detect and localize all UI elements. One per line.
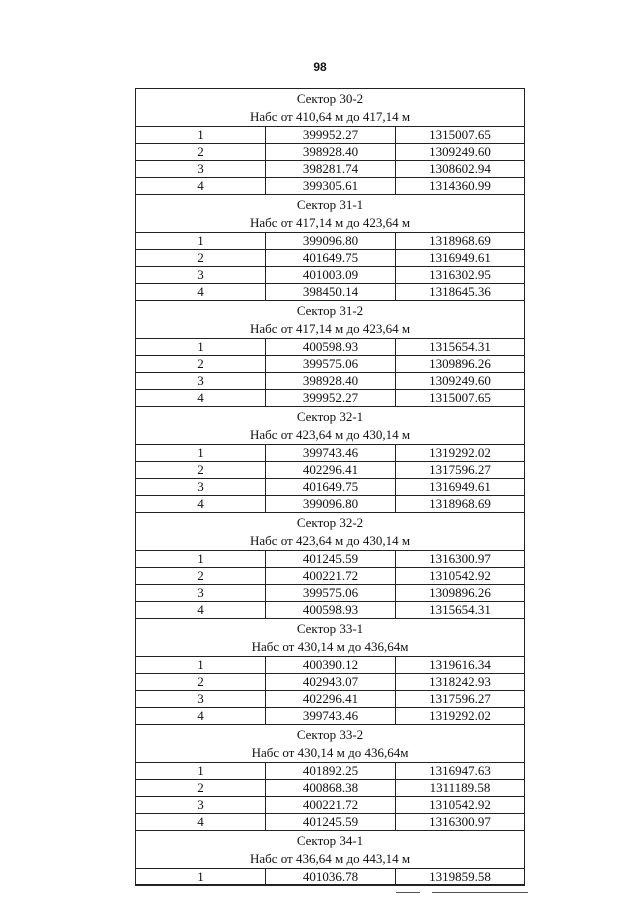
point-number-cell: 1 [136,127,266,143]
coordinate-x-cell: 400221.72 [266,797,396,813]
table-row [135,551,525,568]
table-row [135,356,525,373]
table-row [135,797,525,814]
coordinate-y-cell: 1319292.02 [429,445,491,460]
coordinate-x-cell: 399305.61 [266,178,396,194]
sector-height-range: Набс от 423,64 м до 430,14 м [249,427,411,442]
table-row [135,691,525,708]
table-row [135,284,525,301]
coordinate-y-cell: 1318968.69 [429,496,491,511]
coordinate-x-cell: 399952.27 [266,390,396,406]
sector-name: Сектор 33-2 [296,727,364,742]
table-row [135,267,525,284]
table-row [135,161,525,178]
table-row [135,373,525,390]
sector-height-range: Набс от 417,14 м до 423,64 м [249,321,411,336]
coordinate-x-cell: 399096.80 [266,496,396,512]
coordinate-y-cell: 1319616.34 [429,657,491,672]
coordinate-y-cell: 1318968.69 [429,233,491,248]
coordinate-x-cell: 399743.46 [266,445,396,461]
coordinate-x-cell: 401003.09 [266,267,396,283]
footer-rule-left [396,892,420,893]
sector-name: Сектор 34-1 [296,833,364,848]
point-number-cell: 2 [136,568,266,584]
coordinate-x-cell: 399575.06 [266,585,396,601]
sector-name: Сектор 30-2 [296,91,364,106]
coordinate-y-cell: 1316302.95 [429,267,491,282]
coordinate-x-cell: 399096.80 [266,233,396,249]
coordinate-x-cell: 400598.93 [266,602,396,618]
table-row [135,763,525,780]
point-number-cell: 1 [136,657,266,673]
coordinate-y-cell: 1308602.94 [429,161,491,176]
coordinate-y-cell: 1315007.65 [429,390,491,405]
point-number-cell: 2 [136,780,266,796]
point-number-cell: 3 [136,267,266,283]
table-row [135,233,525,250]
table-row [135,445,525,462]
point-number-cell: 4 [136,496,266,512]
table-row [135,602,525,619]
coordinate-y-cell: 1318645.36 [429,284,491,299]
table-row [135,657,525,674]
point-number-cell: 3 [136,585,266,601]
coordinate-y-cell: 1315007.65 [429,127,491,142]
sector-name: Сектор 33-1 [296,621,364,636]
coordinate-y-cell: 1316949.61 [429,250,491,265]
coordinates-table [135,88,525,886]
table-row [135,568,525,585]
point-number-cell: 4 [136,602,266,618]
coordinate-y-cell: 1316300.97 [429,551,491,566]
table-row [135,127,525,144]
coordinate-y-cell: 1309896.26 [429,356,491,371]
coordinate-x-cell: 401649.75 [266,479,396,495]
coordinate-x-cell: 398928.40 [266,144,396,160]
sector-header [135,301,525,339]
coordinate-x-cell: 400221.72 [266,568,396,584]
table-row [135,674,525,691]
coordinate-y-cell: 1317596.27 [429,462,491,477]
point-number-cell: 4 [136,814,266,830]
sector-height-range: Набс от 436,64 м до 443,14 м [249,851,411,866]
sector-name: Сектор 32-1 [296,409,364,424]
point-number-cell: 4 [136,390,266,406]
point-number-cell: 1 [136,339,266,355]
coordinate-y-cell: 1309249.60 [429,144,491,159]
point-number-cell: 1 [136,233,266,249]
coordinate-x-cell: 398281.74 [266,161,396,177]
point-number-cell: 2 [136,674,266,690]
sector-header [135,513,525,551]
sector-height-range: Набс от 423,64 м до 430,14 м [249,533,411,548]
coordinate-y-cell: 1319859.58 [429,869,491,884]
table-row [135,869,525,886]
coordinate-x-cell: 402296.41 [266,691,396,707]
point-number-cell: 4 [136,708,266,724]
point-number-cell: 3 [136,797,266,813]
sector-header [135,89,525,127]
point-number-cell: 1 [136,869,266,884]
point-number-cell: 3 [136,373,266,389]
coordinate-x-cell: 401245.59 [266,551,396,567]
table-row [135,390,525,407]
coordinate-y-cell: 1309249.60 [429,373,491,388]
table-row [135,462,525,479]
coordinate-y-cell: 1315654.31 [429,339,491,354]
coordinate-x-cell: 400868.38 [266,780,396,796]
coordinate-y-cell: 1317596.27 [429,691,491,706]
coordinate-y-cell: 1316300.97 [429,814,491,829]
table-row [135,250,525,267]
coordinate-x-cell: 401036.78 [266,869,396,884]
coordinate-y-cell: 1319292.02 [429,708,491,723]
sector-height-range: Набс от 410,64 м до 417,14 м [249,109,411,124]
coordinate-y-cell: 1314360.99 [429,178,491,193]
sector-header [135,195,525,233]
point-number-cell: 3 [136,691,266,707]
coordinate-x-cell: 400390.12 [266,657,396,673]
coordinate-x-cell: 401892.25 [266,763,396,779]
point-number-cell: 4 [136,178,266,194]
table-row [135,144,525,161]
sector-header [135,619,525,657]
sector-header [135,831,525,869]
table-row [135,780,525,797]
coordinate-x-cell: 401649.75 [266,250,396,266]
coordinate-x-cell: 400598.93 [266,339,396,355]
coordinate-x-cell: 401245.59 [266,814,396,830]
point-number-cell: 1 [136,763,266,779]
sector-header [135,407,525,445]
sector-name: Сектор 32-2 [296,515,364,530]
point-number-cell: 2 [136,144,266,160]
footer-rule-right [432,892,528,893]
point-number-cell: 4 [136,284,266,300]
sector-height-range: Набс от 417,14 м до 423,64 м [249,215,411,230]
coordinate-x-cell: 398928.40 [266,373,396,389]
coordinate-y-cell: 1316947.63 [429,763,491,778]
point-number-cell: 3 [136,479,266,495]
table-row [135,708,525,725]
point-number-cell: 3 [136,161,266,177]
page-number: 98 [313,60,327,74]
coordinate-y-cell: 1318242.93 [429,674,491,689]
coordinate-x-cell: 402943.07 [266,674,396,690]
coordinate-x-cell: 399743.46 [266,708,396,724]
sector-name: Сектор 31-1 [296,197,364,212]
coordinate-x-cell: 398450.14 [266,284,396,300]
coordinate-y-cell: 1316949.61 [429,479,491,494]
table-row [135,496,525,513]
point-number-cell: 1 [136,551,266,567]
coordinate-y-cell: 1310542.92 [429,797,491,812]
point-number-cell: 1 [136,445,266,461]
coordinate-y-cell: 1310542.92 [429,568,491,583]
coordinate-y-cell: 1311189.58 [429,780,491,795]
table-row [135,814,525,831]
sector-header [135,725,525,763]
sector-height-range: Набс от 430,14 м до 436,64м [251,639,409,654]
point-number-cell: 2 [136,250,266,266]
sector-name: Сектор 31-2 [296,303,364,318]
point-number-cell: 2 [136,356,266,372]
coordinate-x-cell: 399575.06 [266,356,396,372]
table-row [135,339,525,356]
sector-height-range: Набс от 430,14 м до 436,64м [251,745,409,760]
table-row [135,585,525,602]
coordinate-x-cell: 402296.41 [266,462,396,478]
table-row [135,178,525,195]
coordinate-y-cell: 1315654.31 [429,602,491,617]
coordinate-y-cell: 1309896.26 [429,585,491,600]
coordinate-x-cell: 399952.27 [266,127,396,143]
point-number-cell: 2 [136,462,266,478]
table-row [135,479,525,496]
